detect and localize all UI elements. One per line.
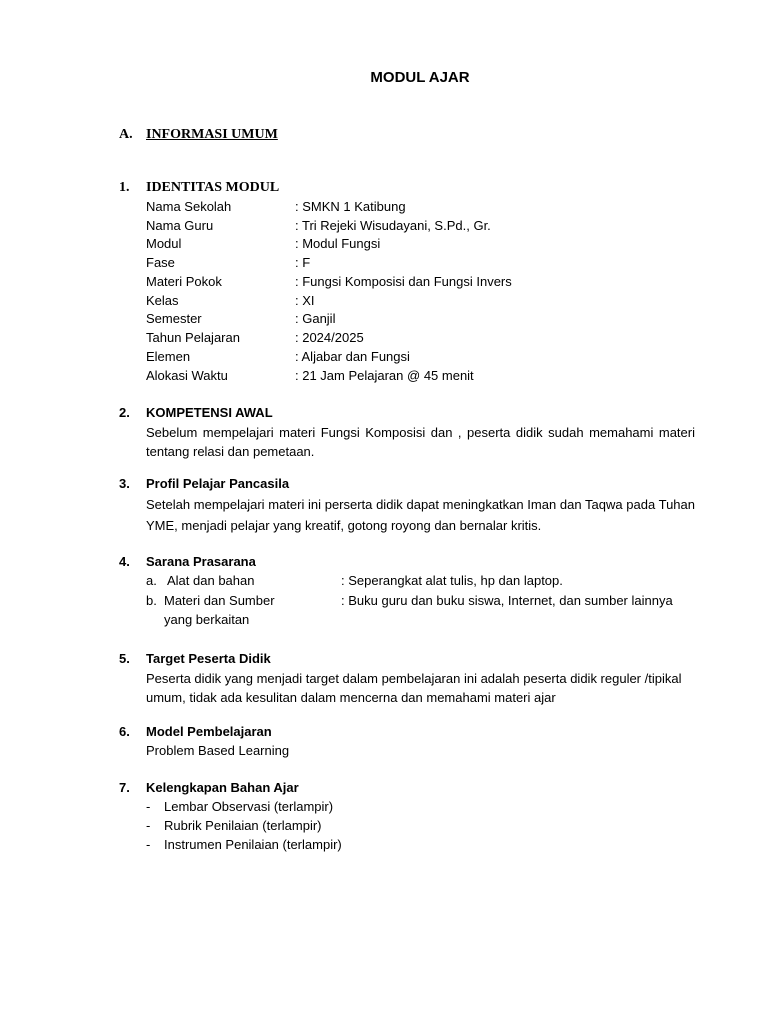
profil-number: 3. <box>119 476 130 491</box>
profil-title: Profil Pelajar Pancasila <box>146 476 290 491</box>
identitas-value: : XI <box>295 293 315 308</box>
identitas-label: Nama Guru <box>146 218 214 233</box>
identitas-label: Modul <box>146 236 182 251</box>
target-text: Peserta didik yang menjadi target dalam pembelajaran ini adalah peserta didik reguler /tipikal umum, tidak ada kesulitan dalam mencerna dan memahami materi ajar <box>146 671 682 705</box>
sarana-item-label: Alat dan bahan <box>167 573 255 588</box>
sarana-item-value: : Seperangkat alat tulis, hp dan laptop. <box>341 573 563 588</box>
identitas-value: : Ganjil <box>295 311 336 326</box>
sarana-item-value: : Buku guru dan buku siswa, Internet, dan sumber lainnya <box>341 593 673 608</box>
list-bullet: - <box>146 818 151 833</box>
identitas-label: Nama Sekolah <box>146 199 232 214</box>
model-number: 6. <box>119 724 130 739</box>
sarana-item-letter: a. <box>146 573 157 588</box>
list-item: Rubrik Penilaian (terlampir) <box>164 818 322 833</box>
identitas-title: IDENTITAS MODUL <box>146 180 280 195</box>
identitas-value: : 2024/2025 <box>295 330 364 345</box>
identitas-label: Fase <box>146 255 175 270</box>
identitas-label: Tahun Pelajaran <box>146 330 240 345</box>
section-a-title: INFORMASI UMUM <box>146 127 278 142</box>
identitas-value: : Fungsi Komposisi dan Fungsi Invers <box>295 274 512 289</box>
kompetensi-text: Sebelum mempelajari materi Fungsi Komposisi dan , peserta didik sudah memahami materi tentang relasi dan pemetaan. <box>146 425 695 459</box>
identitas-value: : Aljabar dan Fungsi <box>295 349 410 364</box>
profil-text: Setelah mempelajari materi ini perserta didik dapat meningkatkan Iman dan Taqwa pada Tuhan YME, menjadi pelajar yang kreatif, gotong royong dan bernalar kritis. <box>146 497 695 533</box>
list-bullet: - <box>146 799 151 814</box>
identitas-value: : Tri Rejeki Wisudayani, S.Pd., Gr. <box>295 218 491 233</box>
identitas-label: Elemen <box>146 349 191 364</box>
identitas-value: : Modul Fungsi <box>295 236 381 251</box>
target-number: 5. <box>119 651 130 666</box>
list-item: Lembar Observasi (terlampir) <box>164 799 334 814</box>
identitas-label: Semester <box>146 311 202 326</box>
model-text: Problem Based Learning <box>146 743 290 758</box>
identitas-number: 1. <box>119 180 130 195</box>
list-item: Instrumen Penilaian (terlampir) <box>164 837 342 852</box>
sarana-title: Sarana Prasarana <box>146 554 256 569</box>
identitas-label: Kelas <box>146 293 179 308</box>
target-title: Target Peserta Didik <box>146 651 271 666</box>
identitas-value: : SMKN 1 Katibung <box>295 199 406 214</box>
identitas-value: : F <box>295 255 311 270</box>
kompetensi-title: KOMPETENSI AWAL <box>146 405 273 420</box>
kompetensi-number: 2. <box>119 405 130 420</box>
kelengkapan-number: 7. <box>119 780 130 795</box>
sarana-item-letter: b. <box>146 593 157 608</box>
identitas-value: : 21 Jam Pelajaran @ 45 menit <box>295 368 474 383</box>
list-bullet: - <box>146 837 151 852</box>
sarana-item-label: Materi dan Sumber <box>164 593 275 608</box>
sarana-number: 4. <box>119 554 130 569</box>
identitas-label: Materi Pokok <box>146 274 222 289</box>
document-title: MODUL AJAR <box>370 69 470 86</box>
identitas-label: Alokasi Waktu <box>146 368 228 383</box>
kelengkapan-title: Kelengkapan Bahan Ajar <box>146 780 299 795</box>
section-a-number: A. <box>119 127 133 142</box>
sarana-item-label-cont: yang berkaitan <box>164 612 250 627</box>
model-title: Model Pembelajaran <box>146 724 272 739</box>
